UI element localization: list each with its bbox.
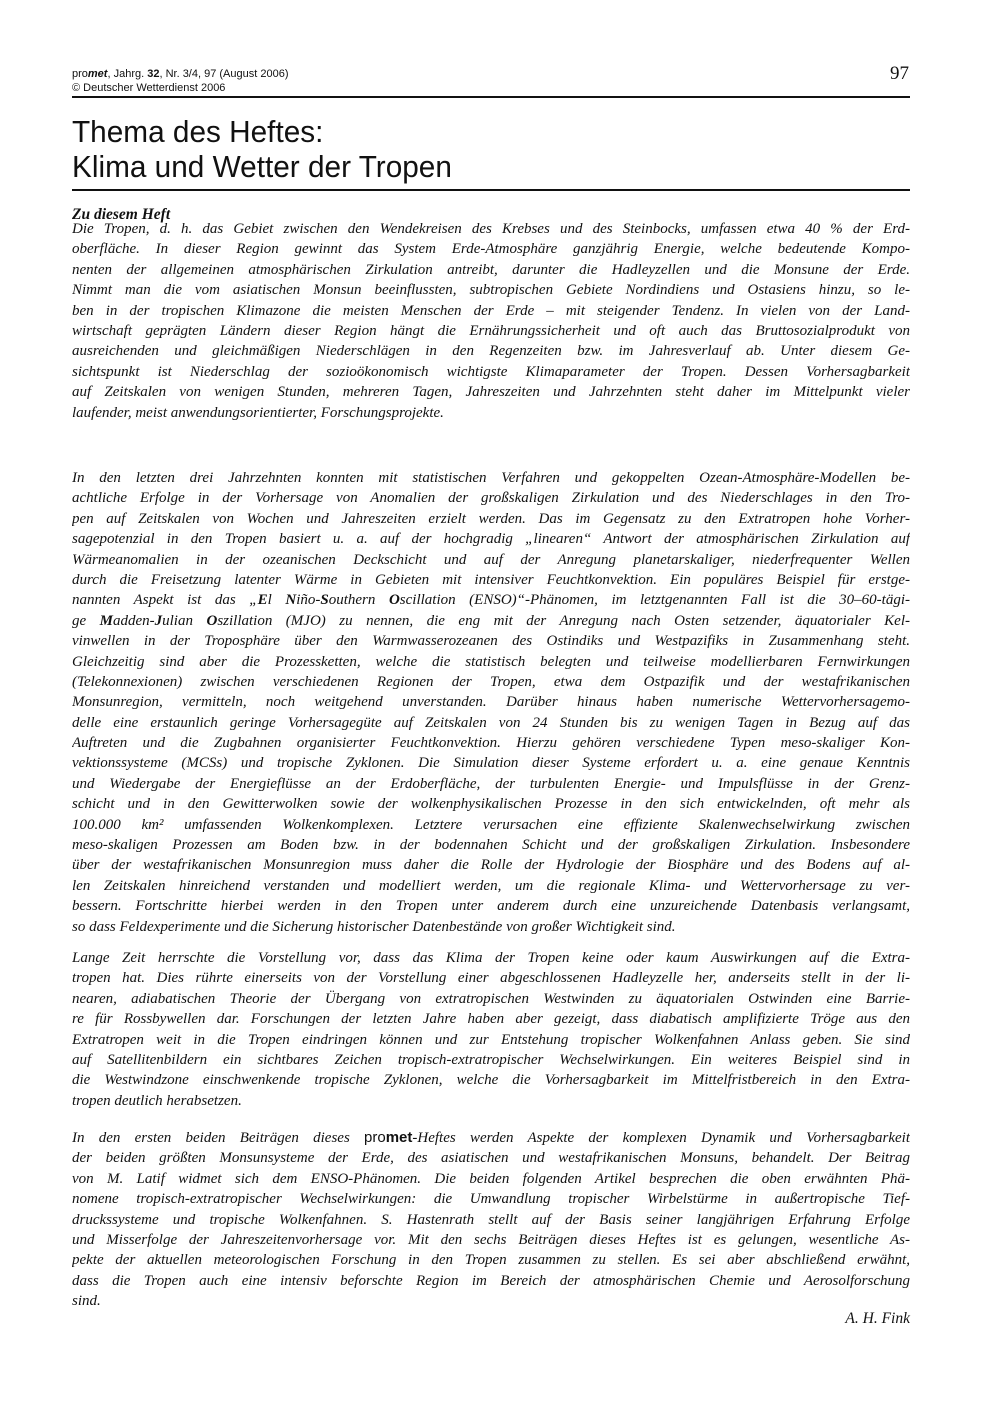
text-line: auf Satellitenbildern ein sichtbares Zeichen tropisch-extratropischer Wechselwirkungen. Ein weiteres Beispiel sind in xyxy=(72,1051,910,1068)
paragraph-1 xyxy=(72,219,910,423)
issue-info: , Nr. 3/4, 97 (August 2006) xyxy=(159,68,289,80)
section-heading: Zu diesem Heft xyxy=(72,206,171,223)
text-line: pen auf Zeitskalen von Wochen und Jahreszeiten erzielt werden. Das im Gegensatz zu den Extratropen hohe Vorher- xyxy=(72,510,910,527)
citation-line xyxy=(72,67,289,81)
text-line: Auftreten und die Zugbahnen organisierter Feuchtkonvektion. Hierzu gehören verschiedene Typen meso-skaliger Kon- xyxy=(72,735,910,752)
author-signature: A. H. Fink xyxy=(845,1310,910,1327)
text-line xyxy=(72,1128,910,1148)
text-line xyxy=(72,611,910,631)
text-line: ben in der tropischen Klimazone die meisten Menschen der Erde – mit steigender Tendenz. In vielen von der Land- xyxy=(72,302,910,319)
text-line: tropen hat. Dies rührte einerseits von der Vorstellung einer abgeschlossenen Hadleyzelle her, anderseits stellt in der li- xyxy=(72,970,910,987)
text-line: ausreichenden und gleichmäßigen Niederschlägen in den Regenzeiten bzw. im Jahresverlauf ab. Unter diesem Ge- xyxy=(72,343,910,360)
text-segment: O xyxy=(388,592,400,609)
text-line: schicht und in den Gewitterwolken sowie der wolkenphysikalischen Prozesse in den sich entwickelnden, oft mehr als xyxy=(72,796,910,813)
text-segment: S xyxy=(320,592,329,609)
text-segment: ge xyxy=(72,612,100,629)
text-segment: -Heftes werden Aspekte der komplexen Dynamik und Vorhersagbarkeit xyxy=(412,1130,910,1146)
text-line: vektionssysteme (MCSs) und tropische Zyklonen. Die Simulation dieser Systeme erfordert u. a. eine genaue Kenntnis xyxy=(72,755,910,772)
text-segment: nannten Aspekt ist das „ xyxy=(72,592,258,609)
text-line: oberfläche. In dieser Region gewinnt das System Erde-Atmosphäre ganzjährig Energie, welche bedeutende Kompo- xyxy=(72,241,910,258)
journal-citation xyxy=(72,67,289,95)
text-line: auf Zeitskalen von wenigen Stunden, mehreren Tagen, Jahreszeiten und Jahrzehnten steht daher im Mittelpunkt vieler xyxy=(72,384,910,401)
text-line: vinwellen in der Troposphäre über den Warmwasserozeanen des Ostindiks und Westpazifiks in Zusammenhang steht. xyxy=(72,633,910,650)
text-line: nenten der allgemeinen atmosphärischen Zirkulation antreibt, darunter die Hadleyzellen und die Monsune der Erde. xyxy=(72,261,910,278)
text-line: wirtschaft geprägten Ländern dieser Region hängt die Ernährungssicherheit und oft auch das Bruttosozialprodukt von xyxy=(72,322,910,339)
text-line xyxy=(72,590,910,610)
text-segment: J xyxy=(154,612,163,629)
title-divider xyxy=(72,189,910,191)
text-segment: In den ersten beiden Beiträgen dieses xyxy=(72,1130,365,1146)
text-line: Lange Zeit herrschte die Vorstellung vor, dass das Klima der Tropen keine oder kaum Auswirkungen auf die Extra- xyxy=(72,950,910,966)
text-line: achtliche Erfolge in der Vorhersage von Anomalien der großskaligen Zirkulation und des Niederschlages in den Tro- xyxy=(72,490,910,507)
text-line: die Westwindzone einschwenkende tropische Zyklonen, welche die Vorhersagbarkeit im Mittelfristbereich in den Extra- xyxy=(72,1072,910,1089)
text-line: dass die Tropen auch eine intensiv beforschte Region im Bereich der atmosphärischen Chemie und Aerosolforschung xyxy=(72,1272,910,1289)
text-line: tropen deutlich herabsetzen. xyxy=(72,1092,242,1109)
text-line: durch die Freisetzung latenter Wärme in Gebieten mit intensiver Feuchtkonvektion. Ein populäres Beispiel für erstge- xyxy=(72,571,910,588)
journal-name-prefix: pro xyxy=(72,68,88,80)
text-line: meso-skaligen Prozessen am Boden bzw. in der bodennahen Schicht und der großskaligen Zirkulation. Insbesondere xyxy=(72,837,910,854)
text-line: Monsunregion, vermitteln, noch weitgehend unverstanden. Darüber hinaus haben numerische Wettervorhersagemo- xyxy=(72,694,910,711)
text-line: (Telekonnexionen) zwischen verschiedenen Regionen der Tropen, etwa dem Ostpazifik und der westafrikanischen xyxy=(72,673,910,690)
text-line: Gleichzeitig sind aber die Prozessketten, welche die statistisch belegten und teilweise modellierbaren Fernwirkungen xyxy=(72,653,910,670)
text-line: delle eine erstaunlich geringe Vorhersagegüte auf Zeitskalen von 24 Stunden bis zu wenigen Tagen in Bezug auf das xyxy=(72,714,910,731)
text-segment: scillation (ENSO)“-Phänomen, im letztgenannten Fall ist die 30–60-tägi- xyxy=(399,592,910,609)
text-line: sind. xyxy=(72,1293,101,1310)
text-segment: szillation (MJO) zu nennen, die eng mit der Anregung nach Osten setzender, äquatorialer Kel- xyxy=(217,612,910,629)
text-line: re für Rossbywellen dar. Forschungen der letzten Jahre haben aber gezeigt, dass diabatisch amplifizierte Tröge aus den xyxy=(72,1011,910,1028)
text-line: und Wiedergabe der Energieflüsse an der Erdoberfläche, der turbulenten Energie- und Impulsflüsse in der Grenz- xyxy=(72,775,910,792)
text-segment: pro xyxy=(364,1129,386,1146)
volume-number: 32 xyxy=(147,68,160,80)
text-line: sagepotenzial in den Tropen basiert u. a. auf der hochgradig „linearen“ Antwort der atmosphärischen Zirkulation auf xyxy=(72,531,910,548)
text-line: laufender, meist anwendungsorientierter, Forschungsprojekte. xyxy=(72,404,444,421)
text-line: Nimmt man die vom asiatischen Monsun beeinflussten, subtropischen Gebiete Nordindiens und Ostasiens hinzu, so le- xyxy=(72,282,910,299)
text-segment: O xyxy=(206,612,218,629)
text-segment: iño- xyxy=(296,592,321,609)
text-line: Die Tropen, d. h. das Gebiet zwischen den Wendekreisen des Krebses und des Steinbocks, umfassen etwa 40 % der Erd- xyxy=(72,221,910,237)
text-line: über der westafrikanischen Monsunregion muss daher die Rolle der Hydrologie der Biosphäre und des Bodens auf al- xyxy=(72,857,910,874)
text-segment: ulian xyxy=(162,612,207,629)
text-line: pekte der aktuellen meteorologischen Forschung in den Tropen zusammen zu stellen. Es sei aber abschließend erwähnt, xyxy=(72,1252,910,1269)
text-line: druckssysteme und tropische Wolkenfahnen. S. Hastenrath stellt auf der Basis seiner langjährigen Erfahrung Erfolge xyxy=(72,1211,910,1228)
text-segment: met xyxy=(385,1129,413,1146)
page-title xyxy=(72,114,468,184)
text-line: nearen, adiabatischen Theorie der Übergang von extratropischen Westwinden zu äquatorialen Ostwinden eine Barrie- xyxy=(72,990,910,1007)
text-segment: outhern xyxy=(328,592,389,609)
text-segment: M xyxy=(99,612,113,629)
paragraph-2 xyxy=(72,468,910,937)
text-line: so dass Feldexperimente und die Sicherung historischer Datenbestände von großer Wichtigkeit sind. xyxy=(72,918,676,935)
journal-name-suffix: met xyxy=(87,68,108,80)
text-line: Extratropen weit in die Tropen eindringen können und zur Entstehung tropischer Wolkenfahnen Anlass geben. Sie sind xyxy=(72,1031,910,1048)
text-line: bessern. Fortschritte hierbei werden in den Tropen unter anderem durch eine unzureichende Datenbasis verlangsamt, xyxy=(72,898,910,915)
title-line-2: Klima und Wetter der Tropen xyxy=(72,149,452,184)
copyright: © Deutscher Wetterdienst 2006 xyxy=(72,82,226,94)
paragraph-4 xyxy=(72,1128,910,1312)
text-line: nomene tropisch-extratropischer Wechselwirkungen: die Umwandlung tropischer Wirbelstürme in außertropische Tief- xyxy=(72,1191,910,1208)
title-line-1: Thema des Heftes: xyxy=(72,114,324,149)
text-segment: adden- xyxy=(112,612,155,629)
text-segment: l xyxy=(267,592,286,609)
citation-text: , Jahrg. xyxy=(107,68,148,80)
text-line: sichtspunkt ist Niederschlag der sozioökonomisch wichtigste Klimaparameter der Tropen. Dessen Vorhersagbarkeit xyxy=(72,363,910,380)
text-line: 100.000 km² umfassenden Wolkenkomplexen. Letztere verursachen eine effiziente Skalenwechselwirkung zwischen xyxy=(72,816,910,833)
text-segment: N xyxy=(285,592,297,609)
header-divider xyxy=(72,96,910,98)
paragraph-3 xyxy=(72,948,910,1111)
text-line: In den letzten drei Jahrzehnten konnten mit statistischen Verfahren und gekoppelten Ozean-Atmosphäre-Modellen be- xyxy=(72,470,910,486)
text-line: len Zeitskalen hinreichend verstanden und modelliert werden, um die regionale Klima- und Wettervorhersage zu ver- xyxy=(72,877,910,894)
text-line: von M. Latif widmet sich dem ENSO-Phänomen. Die beiden folgenden Artikel besprechen die oben erwähnten Phä- xyxy=(72,1170,910,1187)
text-segment: E xyxy=(257,592,268,609)
text-line: Wärmeanomalien in der ozeanischen Deckschicht und auf der Anregung planetarskaliger, niederfrequenter Wellen xyxy=(72,551,910,568)
text-line: der beiden größten Monsunsysteme der Erde, des asiatischen und westafrikanischen Monsuns, behandelt. Der Beitrag xyxy=(72,1150,910,1167)
page-number: 97 xyxy=(890,63,909,84)
text-line: und Misserfolge der Jahreszeitenvorhersage vor. Mit den sechs Beiträgen dieses Heftes ist es gelungen, wesentliche As- xyxy=(72,1231,910,1248)
